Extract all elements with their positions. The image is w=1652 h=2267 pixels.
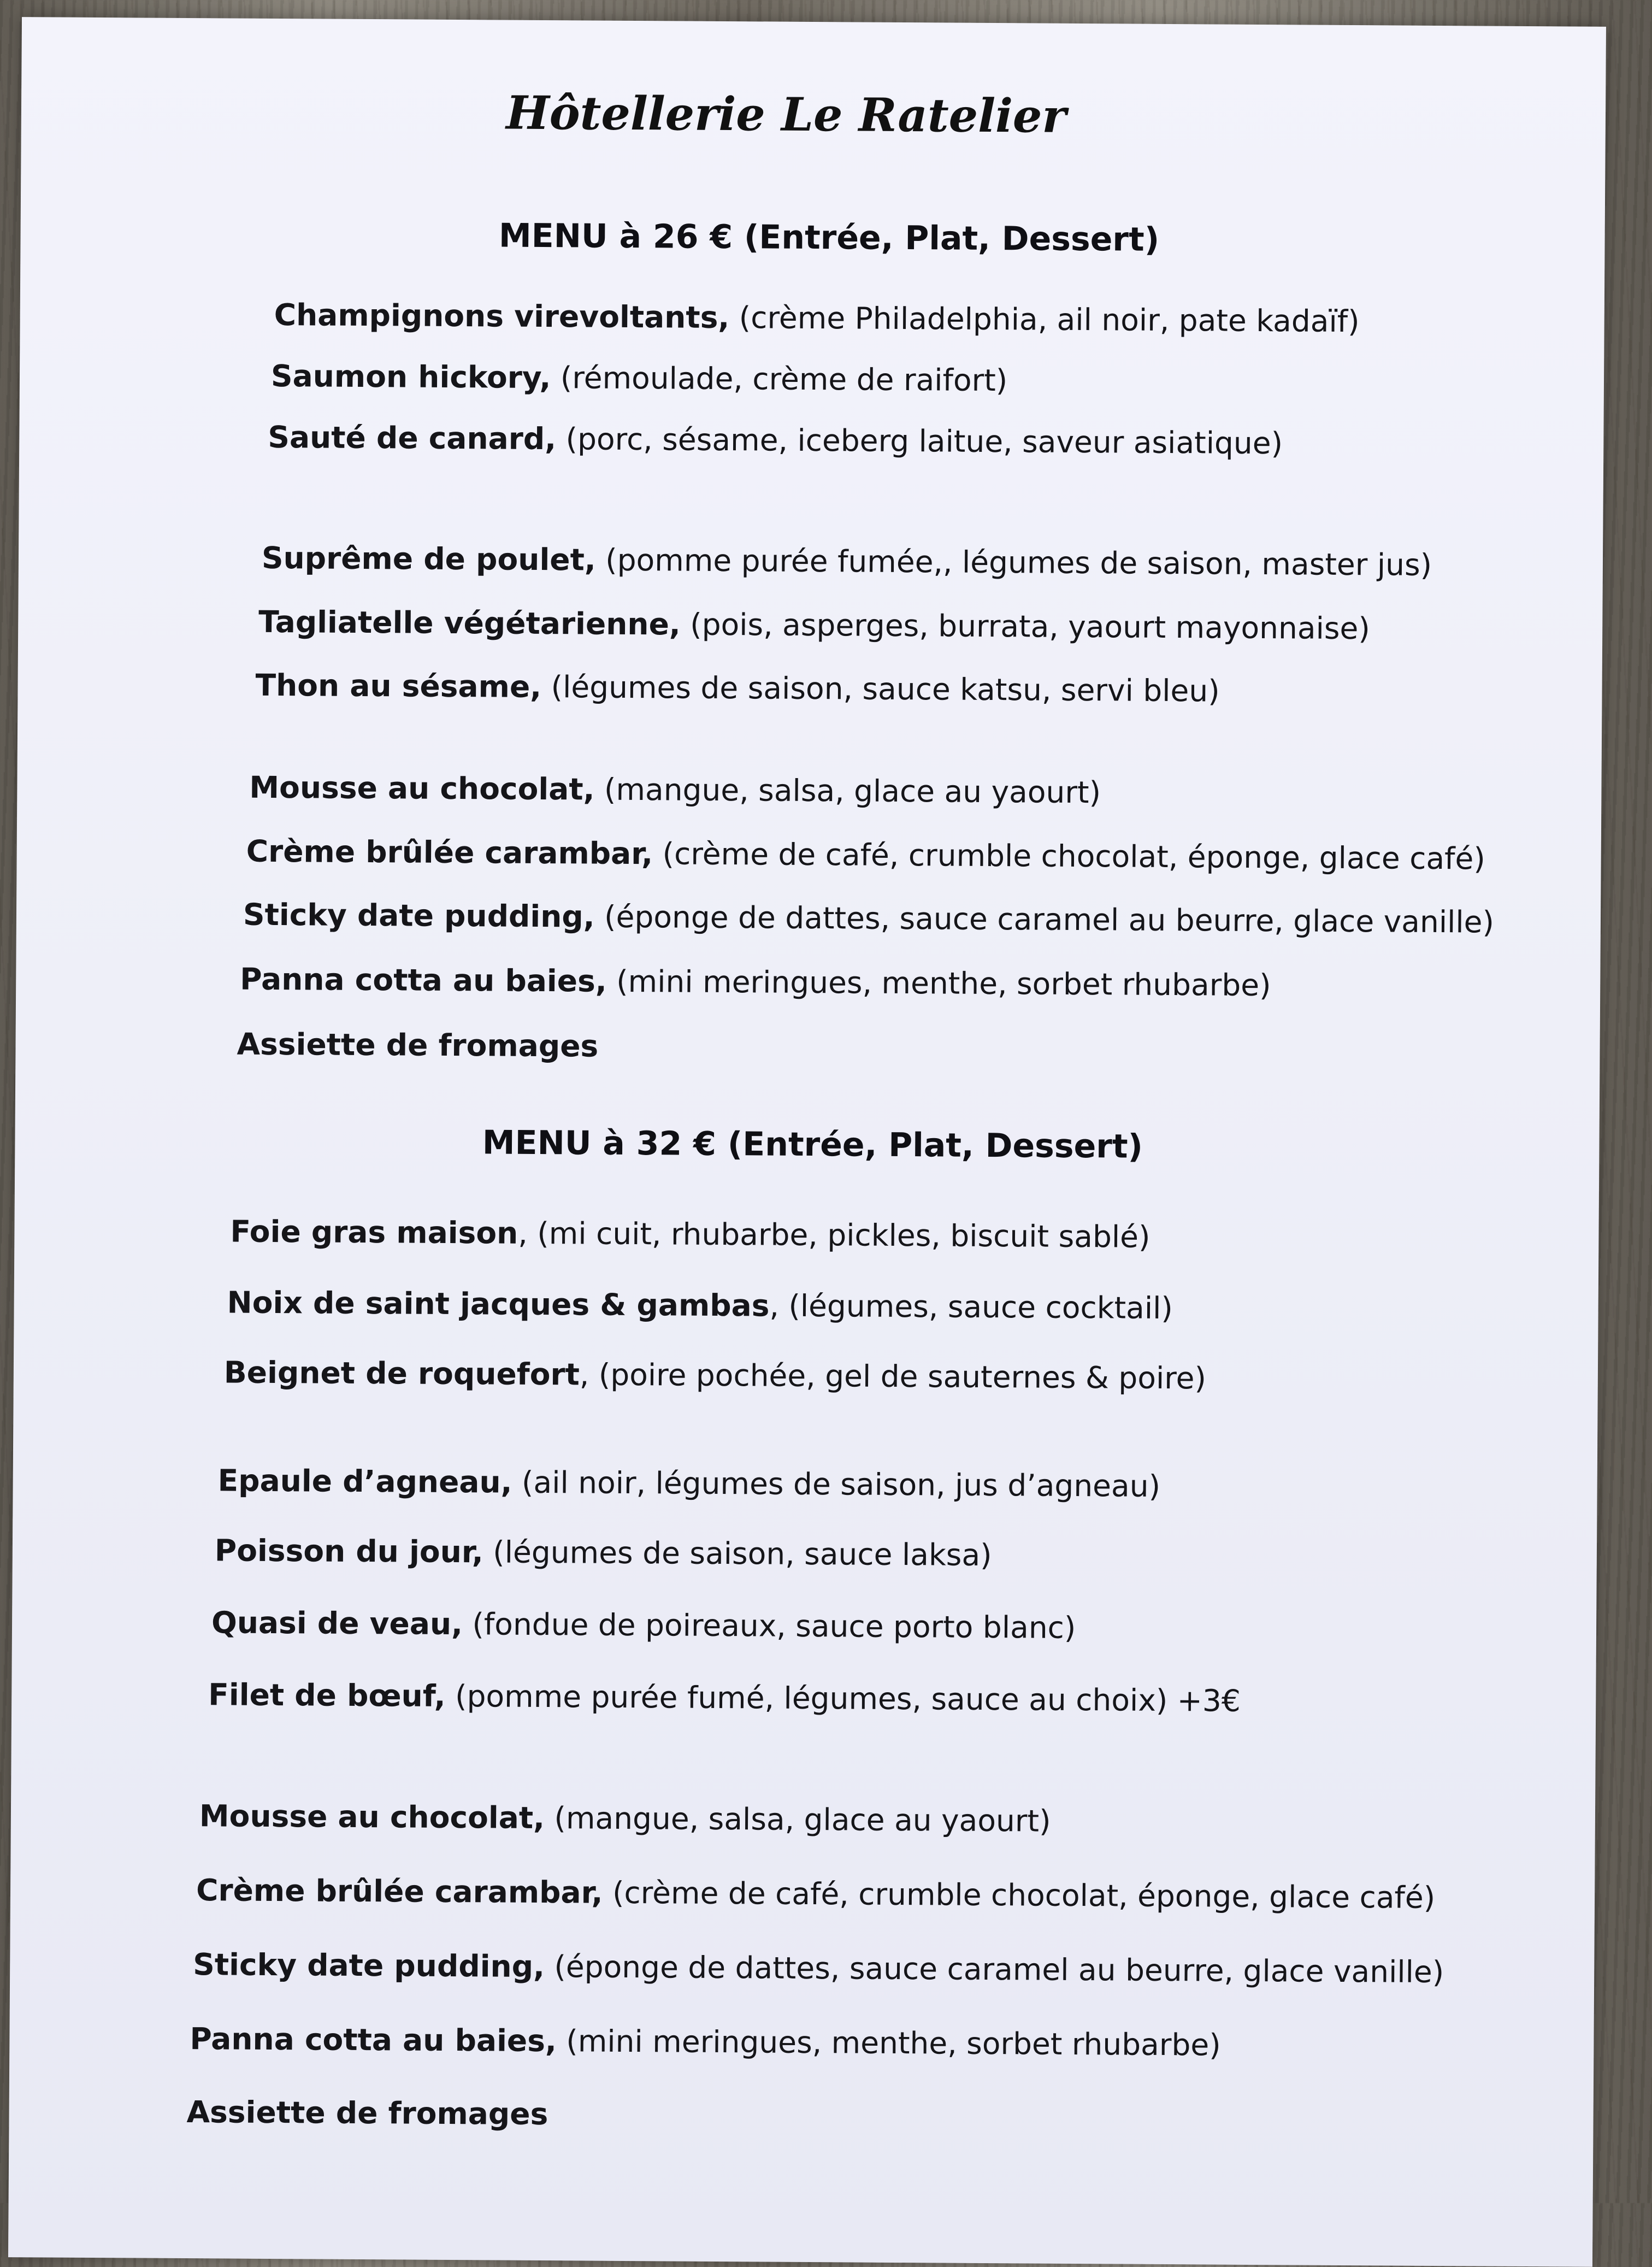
menu-item (190, 2021, 1221, 2063)
menu-sheet (8, 17, 1606, 2267)
menu-item (215, 1533, 992, 1573)
menu-item (274, 297, 1360, 339)
dish-desc: , (mi cuit, rhubarbe, pickles, biscuit sablé) (518, 1216, 1150, 1255)
menu-item (230, 1214, 1150, 1255)
menu-item (186, 2094, 548, 2131)
menu-item (199, 1798, 1051, 1839)
menu-item (271, 358, 1008, 398)
dish-desc: (mangue, salsa, glace au yaourt) (594, 772, 1101, 810)
dish-desc: (éponge de dattes, sauce caramel au beurre, glace vanille) (594, 899, 1494, 940)
menu-item (237, 1027, 598, 1064)
dish-desc: (légumes de saison, sauce laksa) (483, 1534, 992, 1573)
dish-desc: (légumes de saison, sauce katsu, servi bleu) (541, 669, 1220, 709)
menu-item (258, 604, 1370, 646)
menu-item (193, 1947, 1444, 1989)
restaurant-title: Hôtellerie Le Ratelier (21, 83, 1551, 146)
dish-desc: (rémoulade, crème de raifort) (551, 360, 1007, 398)
menu-item (217, 1463, 1160, 1504)
dish-name: Filet de bœuf, (208, 1677, 446, 1714)
menu-item (243, 897, 1494, 940)
dish-name: Quasi de veau, (211, 1605, 463, 1641)
menu-item (224, 1355, 1206, 1395)
dish-name: Noix de saint jacques & gambas (227, 1285, 769, 1323)
dish-desc: (crème de café, crumble chocolat, éponge, glace café) (603, 1875, 1435, 1915)
dish-name: Crème brûlée carambar, (196, 1873, 603, 1910)
dish-desc: (ail noir, légumes de saison, jus d’agneau) (512, 1465, 1160, 1504)
dish-name: Tagliatelle végétarienne, (258, 604, 681, 642)
dish-name: Sticky date pudding, (243, 897, 595, 934)
dish-desc: (fondue de poireaux, sauce porto blanc) (463, 1606, 1076, 1645)
dish-desc: (mangue, salsa, glace au yaourt) (545, 1800, 1051, 1839)
dish-name: Assiette de fromages (237, 1027, 598, 1064)
dish-desc: (porc, sésame, iceberg laitue, saveur asiatique) (556, 421, 1283, 461)
dish-desc: (pois, asperges, burrata, yaourt mayonnaise) (681, 607, 1370, 646)
menu-item (196, 1873, 1436, 1915)
dish-desc: (pomme purée fumé, légumes, sauce au choix) +3€ (445, 1679, 1241, 1718)
menu-item (240, 962, 1271, 1003)
dish-name: Saumon hickory, (271, 358, 551, 395)
menu-32-heading: MENU à 32 € (Entrée, Plat, Dessert) (48, 1121, 1577, 1168)
dish-desc: (mini meringues, menthe, sorbet rhubarbe) (557, 2023, 1221, 2062)
dish-name: Foie gras maison (230, 1214, 518, 1251)
dish-name: Sticky date pudding, (193, 1947, 545, 1984)
dish-name: Epaule d’agneau, (217, 1463, 512, 1499)
dish-desc: (éponge de dattes, sauce caramel au beurre, glace vanille) (545, 1949, 1444, 1989)
menu-item (211, 1605, 1076, 1645)
dish-desc: (mini meringues, menthe, sorbet rhubarbe) (607, 964, 1271, 1003)
dish-desc: , (légumes, sauce cocktail) (769, 1288, 1173, 1326)
dish-name: Assiette de fromages (186, 2094, 548, 2131)
dish-desc: (crème de café, crumble chocolat, éponge, glace café) (653, 836, 1485, 876)
dish-name: Sauté de canard, (268, 420, 556, 456)
dish-name: Thon au sésame, (255, 668, 541, 704)
dish-name: Panna cotta au baies, (240, 962, 607, 999)
menu-item (208, 1677, 1241, 1718)
dish-name: Crème brûlée carambar, (246, 834, 653, 872)
dish-name: Champignons virevoltants, (274, 297, 730, 335)
dish-name: Mousse au chocolat, (199, 1798, 545, 1835)
menu-item (249, 770, 1101, 810)
menu-item (227, 1285, 1173, 1326)
menu-item (255, 668, 1219, 709)
dish-name: Panna cotta au baies, (190, 2021, 557, 2058)
dish-name: Suprême de poulet, (262, 540, 596, 578)
dish-desc: (pomme purée fumée,, légumes de saison, master jus) (596, 543, 1432, 582)
dish-name: Mousse au chocolat, (249, 770, 594, 807)
menu-item (268, 420, 1283, 461)
dish-name: Beignet de roquefort (224, 1355, 580, 1392)
menu-item (262, 540, 1432, 582)
dish-name: Poisson du jour, (215, 1533, 483, 1569)
menu-26-heading: MENU à 26 € (Entrée, Plat, Dessert) (64, 214, 1594, 262)
menu-item (246, 834, 1486, 876)
dish-desc: , (poire pochée, gel de sauternes & poire) (580, 1357, 1206, 1395)
dish-desc: (crème Philadelphia, ail noir, pate kadaïf) (729, 300, 1360, 339)
